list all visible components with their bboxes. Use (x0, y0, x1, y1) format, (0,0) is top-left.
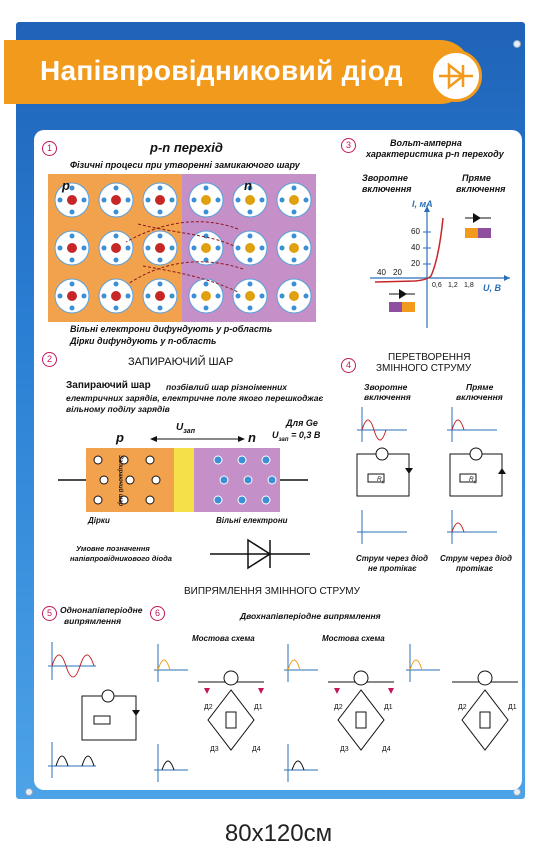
reverse-label: включення (364, 392, 411, 402)
section-number: 1 (42, 141, 57, 156)
valence-electron (292, 282, 297, 287)
free-electron (268, 476, 276, 484)
section-heading: характеристика p-n переходу (366, 149, 504, 159)
free-electron (238, 496, 246, 504)
valence-electron (260, 198, 265, 203)
diode-label: Д2 (204, 704, 213, 711)
forward-label: включення (456, 184, 506, 194)
valence-electron (292, 234, 297, 239)
valence-electron (82, 246, 87, 251)
valence-electron (236, 246, 241, 251)
atom-core (245, 195, 255, 205)
forward-label: Пряме (466, 382, 494, 392)
hole (100, 476, 108, 484)
valence-electron (126, 198, 131, 203)
valence-electron (102, 198, 107, 203)
section-number: 6 (150, 606, 165, 621)
valence-electron (114, 258, 119, 263)
valence-electron (82, 294, 87, 299)
barrier-width-arrow (150, 434, 245, 444)
atom-core (67, 243, 77, 253)
valence-electron (248, 258, 253, 263)
bridge-label: Мостова схема (322, 634, 385, 643)
term-label: Запираючий шар (66, 380, 151, 391)
valence-electron (216, 198, 221, 203)
atom-core (111, 243, 121, 253)
valence-electron (70, 210, 75, 215)
y-tick-label: 20 (411, 259, 420, 268)
circuit-caption: Струм через діод (440, 554, 512, 563)
section-subheading: Фізичні процеси при утворенні замикаючого шару (70, 160, 300, 170)
valence-electron (58, 246, 63, 251)
atom-core (67, 195, 77, 205)
diode-label: Д3 (340, 746, 349, 753)
n-region-label: n (244, 178, 252, 193)
valence-electron (192, 198, 197, 203)
x-tick-label: 20 (393, 268, 402, 277)
atom-core (289, 195, 299, 205)
x-tick-label: 1,8 (464, 282, 474, 289)
term-definition: електричних зарядів, електричне поле якого перешкоджає (66, 393, 324, 403)
valence-electron (280, 198, 285, 203)
atom-core (201, 291, 211, 301)
valence-electron (158, 306, 163, 311)
diode-symbol (210, 536, 310, 572)
size-caption: 80х120см (224, 820, 333, 847)
valence-electron (292, 186, 297, 191)
section-number: 3 (341, 138, 356, 153)
p-region-label: p (116, 430, 124, 445)
valence-electron (114, 186, 119, 191)
x-tick-label: 0,6 (432, 282, 442, 289)
valence-electron (236, 198, 241, 203)
x-axis-label: U, В (483, 283, 501, 293)
valence-electron (260, 294, 265, 299)
p-region-label: p (62, 178, 70, 193)
holes-label: Дірки (88, 516, 110, 525)
barrier-voltage-label: $U_{зап}$ (176, 422, 195, 435)
valence-electron (102, 294, 107, 299)
rectification-heading: ВИПРЯМЛЕННЯ ЗМІННОГО СТРУМУ (184, 586, 360, 597)
section-heading: p-n перехід (150, 140, 223, 155)
valence-electron (216, 294, 221, 299)
atom-core (155, 291, 165, 301)
circuit-caption: не протікає (368, 564, 417, 573)
valence-electron (70, 234, 75, 239)
resistor-label: $R_н$ (469, 476, 477, 486)
x-tick-label: 40 (377, 268, 386, 277)
valence-electron (146, 246, 151, 251)
hole (152, 476, 160, 484)
valence-electron (204, 210, 209, 215)
y-axis-label: I, мА (412, 199, 433, 209)
atom-core (289, 243, 299, 253)
section-heading: Однонапівперіодне (60, 605, 143, 615)
diffusion-note: Дірки дифундують у n-область (70, 336, 217, 346)
depletion-layer-diagram (58, 446, 308, 514)
atom-core (155, 243, 165, 253)
hole (146, 456, 154, 464)
symbol-caption: напівпровідникового діода (70, 554, 172, 563)
diode-label: Д1 (508, 704, 517, 711)
valence-electron (82, 198, 87, 203)
valence-electron (216, 246, 221, 251)
diode-label: Д4 (382, 746, 391, 753)
free-electron (262, 456, 270, 464)
valence-electron (248, 234, 253, 239)
forward-label: Пряме (462, 173, 491, 183)
symbol-caption: Умовне позначення (76, 544, 150, 553)
valence-electron (170, 198, 175, 203)
valence-electron (292, 306, 297, 311)
diode-label: Д3 (210, 746, 219, 753)
valence-electron (170, 246, 175, 251)
valence-electron (114, 234, 119, 239)
valence-electron (292, 210, 297, 215)
hole (94, 456, 102, 464)
valence-electron (280, 246, 285, 251)
section-heading: Двохнапівперіодне випрямлення (240, 611, 381, 621)
hole (126, 476, 134, 484)
resistor-label: $R_н$ (377, 476, 385, 486)
valence-electron (70, 306, 75, 311)
valence-electron (146, 294, 151, 299)
y-tick-label: 60 (411, 227, 420, 236)
poster-title: Напівпровідниковий діод (40, 55, 403, 86)
valence-electron (204, 282, 209, 287)
valence-electron (158, 258, 163, 263)
germanium-value: $U_{зап} = 0,3$ В (272, 430, 321, 443)
valence-electron (204, 186, 209, 191)
valence-electron (280, 294, 285, 299)
hole (94, 496, 102, 504)
valence-electron (304, 294, 309, 299)
atom-core (67, 291, 77, 301)
diode-label: Д4 (252, 746, 261, 753)
atom-core (111, 195, 121, 205)
valence-electron (126, 246, 131, 251)
diode-symbol-icon (433, 53, 479, 99)
valence-electron (204, 306, 209, 311)
atom-core (245, 291, 255, 301)
free-electron (214, 496, 222, 504)
hole (146, 496, 154, 504)
valence-electron (248, 282, 253, 287)
atom-core (155, 195, 165, 205)
valence-electron (102, 246, 107, 251)
reverse-label: Зворотне (364, 382, 408, 392)
section-heading: ЗАПИРАЮЧИЙ ШАР (128, 356, 234, 368)
valence-electron (248, 306, 253, 311)
y-tick-label: 40 (411, 243, 420, 252)
valence-electron (292, 258, 297, 263)
section-heading: ПЕРЕТВОРЕННЯ (388, 352, 471, 363)
valence-electron (146, 198, 151, 203)
mount-screw (513, 40, 521, 48)
diode-label: Д1 (384, 704, 393, 711)
n-region-label: n (248, 430, 256, 445)
valence-electron (170, 294, 175, 299)
circuit-caption: Струм через діод (356, 554, 428, 563)
valence-electron (304, 246, 309, 251)
term-definition: позбівлий шар різноіменних (166, 382, 288, 392)
germanium-label: Для Ge (286, 418, 318, 428)
diode-label: Д1 (254, 704, 263, 711)
diode-label: Д2 (334, 704, 343, 711)
free-electron (238, 456, 246, 464)
valence-electron (114, 306, 119, 311)
diffusion-note: Вільні електрони дифундують у p-область (70, 324, 273, 334)
half-wave-rectifier (42, 636, 142, 786)
iv-characteristic-chart (365, 198, 515, 338)
forward-label: включення (456, 392, 503, 402)
valence-electron (58, 294, 63, 299)
reverse-label: Зворотне (362, 173, 408, 183)
valence-electron (114, 282, 119, 287)
atom-core (245, 243, 255, 253)
valence-electron (192, 294, 197, 299)
diode-label: Д2 (458, 704, 467, 711)
atom-core (289, 291, 299, 301)
valence-electron (58, 198, 63, 203)
term-definition: вільному поділу зарядів (66, 404, 170, 414)
free-electron (214, 456, 222, 464)
valence-electron (260, 246, 265, 251)
valence-electron (158, 234, 163, 239)
section-heading: випрямлення (64, 616, 122, 626)
pn-junction-diagram (48, 174, 316, 322)
bridge-label: Мостова схема (192, 634, 255, 643)
valence-electron (126, 294, 131, 299)
valence-electron (70, 282, 75, 287)
atom-core (201, 195, 211, 205)
free-electron (244, 476, 252, 484)
valence-electron (192, 246, 197, 251)
circuit-caption: протікає (456, 564, 494, 573)
depletion-layer-label: Запираючий шар (117, 455, 123, 507)
electrons-label: Вільні електрони (216, 516, 288, 525)
reverse-label: включення (362, 184, 412, 194)
x-tick-label: 1,2 (448, 282, 458, 289)
valence-electron (158, 210, 163, 215)
valence-electron (158, 186, 163, 191)
valence-electron (70, 186, 75, 191)
valence-electron (304, 198, 309, 203)
atom-core (201, 243, 211, 253)
mount-screw (25, 788, 33, 796)
section-number: 2 (42, 352, 57, 367)
section-number: 5 (42, 606, 57, 621)
section-heading: ЗМІННОГО СТРУМУ (376, 363, 472, 374)
section-heading: Вольт-амперна (390, 138, 462, 148)
valence-electron (158, 282, 163, 287)
valence-electron (70, 258, 75, 263)
valence-electron (236, 294, 241, 299)
section-number: 4 (341, 358, 356, 373)
atom-core (111, 291, 121, 301)
free-electron (220, 476, 228, 484)
valence-electron (248, 210, 253, 215)
valence-electron (114, 210, 119, 215)
free-electron (262, 496, 270, 504)
full-wave-bridge-rectifiers (148, 640, 518, 785)
diode-logo (430, 50, 482, 102)
